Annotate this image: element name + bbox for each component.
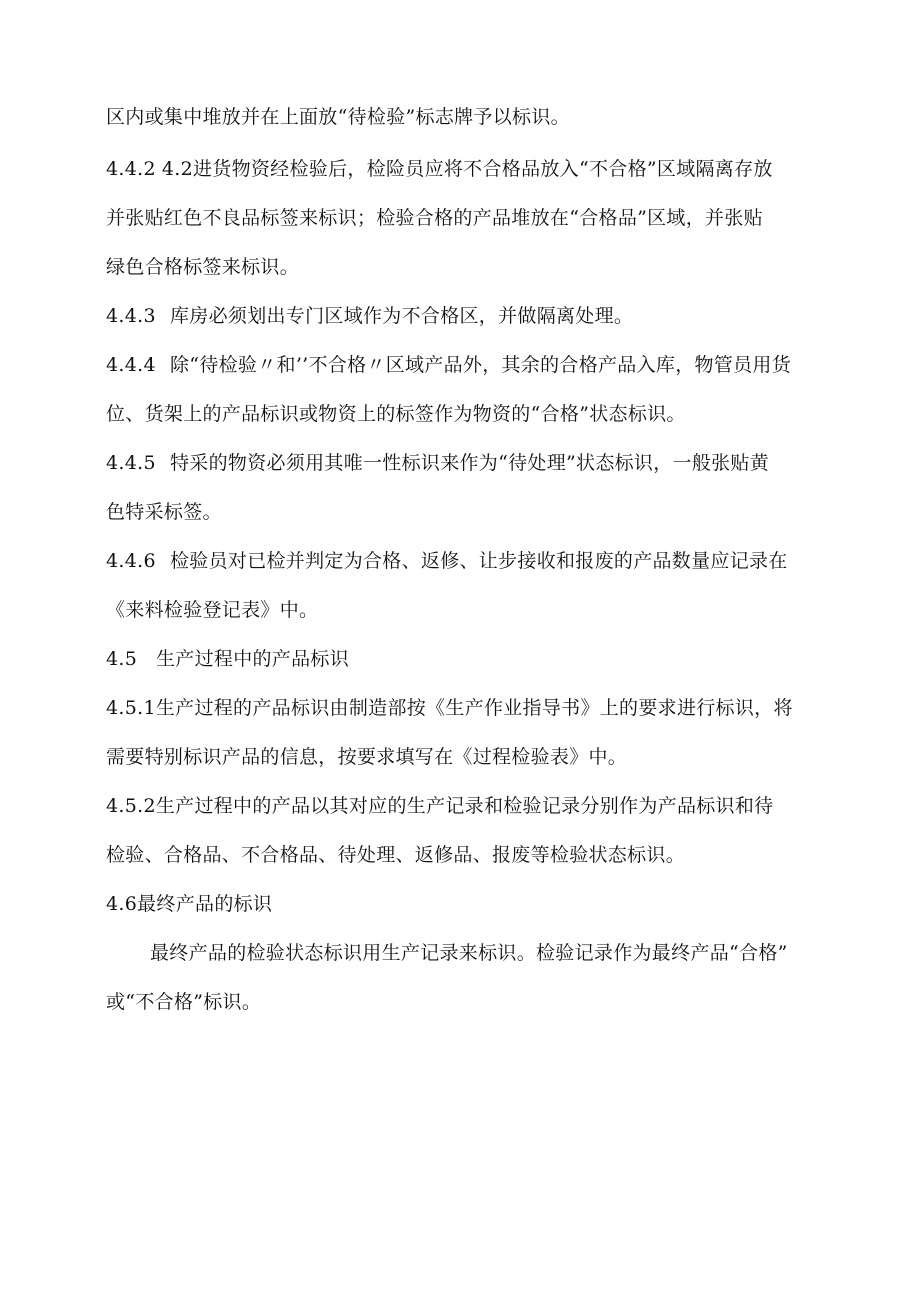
paragraph-line bbox=[106, 842, 816, 868]
section-title: 生产过程中的产品标识 bbox=[156, 648, 350, 670]
clause-4-4-6 bbox=[106, 548, 816, 574]
line-text: 检验、合格品、不合格品、待处理、返修品、报废等检验状态标识。 bbox=[106, 844, 686, 866]
section-heading-4-6 bbox=[106, 891, 816, 917]
line-text: 或“不合格”标识。 bbox=[106, 991, 262, 1013]
clause-4-4-2 bbox=[106, 156, 816, 182]
line-text: 库房必须划出专门区域作为不合格区，并做隔离处理。 bbox=[170, 305, 634, 327]
clause-number: 4.4.2 bbox=[106, 158, 156, 180]
clause-4-4-3 bbox=[106, 303, 816, 329]
paragraph-line bbox=[106, 499, 816, 525]
line-text: 《来料检验登记表》中。 bbox=[106, 599, 319, 621]
clause-number: 4.4.6 bbox=[106, 550, 156, 572]
line-text: 除“待检验〃和’’不合格〃区域产品外，其余的合格产品入库，物管员用货 bbox=[170, 354, 791, 376]
clause-number: 4.4.5 bbox=[106, 452, 156, 474]
paragraph-line bbox=[106, 597, 816, 623]
paragraph-line bbox=[106, 205, 816, 231]
clause-number: 4.4.3 bbox=[106, 305, 156, 327]
paragraph-line bbox=[106, 104, 816, 130]
line-text: 4.5.1生产过程的产品标识由制造部按《生产作业指导书》上的要求进行标识，将 bbox=[106, 697, 793, 719]
clause-number: 4.4.4 bbox=[106, 354, 156, 376]
paragraph-line bbox=[106, 401, 816, 427]
line-text: 4.2进货物资经检验后，检险员应将不合格品放入“不合格”区域隔离存放 bbox=[161, 158, 773, 180]
clause-4-4-4 bbox=[106, 352, 816, 378]
line-text: 位、货架上的产品标识或物资上的标签作为物资的“合格”状态标识。 bbox=[106, 403, 686, 425]
line-text: 4.5.2生产过程中的产品以其对应的生产记录和检验记录分别作为产品标识和待 bbox=[106, 795, 774, 817]
line-text: 并张贴红色不良品标签来标识；检验合格的产品堆放在“合格品”区域，并张贴 bbox=[106, 207, 763, 229]
line-text: 需要特别标识产品的信息，按要求填写在《过程检验表》中。 bbox=[106, 746, 628, 768]
clause-4-4-5 bbox=[106, 450, 816, 476]
paragraph-line bbox=[150, 940, 860, 966]
section-heading-4-5 bbox=[106, 646, 816, 672]
paragraph-line bbox=[106, 254, 816, 280]
line-text: 最终产品的检验状态标识用生产记录来标识。检验记录作为最终产品“合格” bbox=[150, 942, 788, 964]
line-text: 色特采标签。 bbox=[106, 501, 222, 523]
line-text: 区内或集中堆放并在上面放“待检验”标志牌予以标识。 bbox=[106, 106, 570, 128]
line-text: 特采的物资必须用其唯一性标识来作为“待处理”状态标识，一般张贴黄 bbox=[170, 452, 770, 474]
paragraph-line bbox=[106, 989, 816, 1015]
paragraph-line bbox=[106, 744, 816, 770]
section-title: 4.6最终产品的标识 bbox=[106, 893, 273, 915]
clause-4-5-1 bbox=[106, 695, 816, 721]
clause-4-5-2 bbox=[106, 793, 816, 819]
line-text: 检验员对已检并判定为合格、返修、让步接收和报废的产品数量应记录在 bbox=[170, 550, 788, 572]
section-number: 4.5 bbox=[106, 648, 138, 670]
line-text: 绿色合格标签来标识。 bbox=[106, 256, 300, 278]
